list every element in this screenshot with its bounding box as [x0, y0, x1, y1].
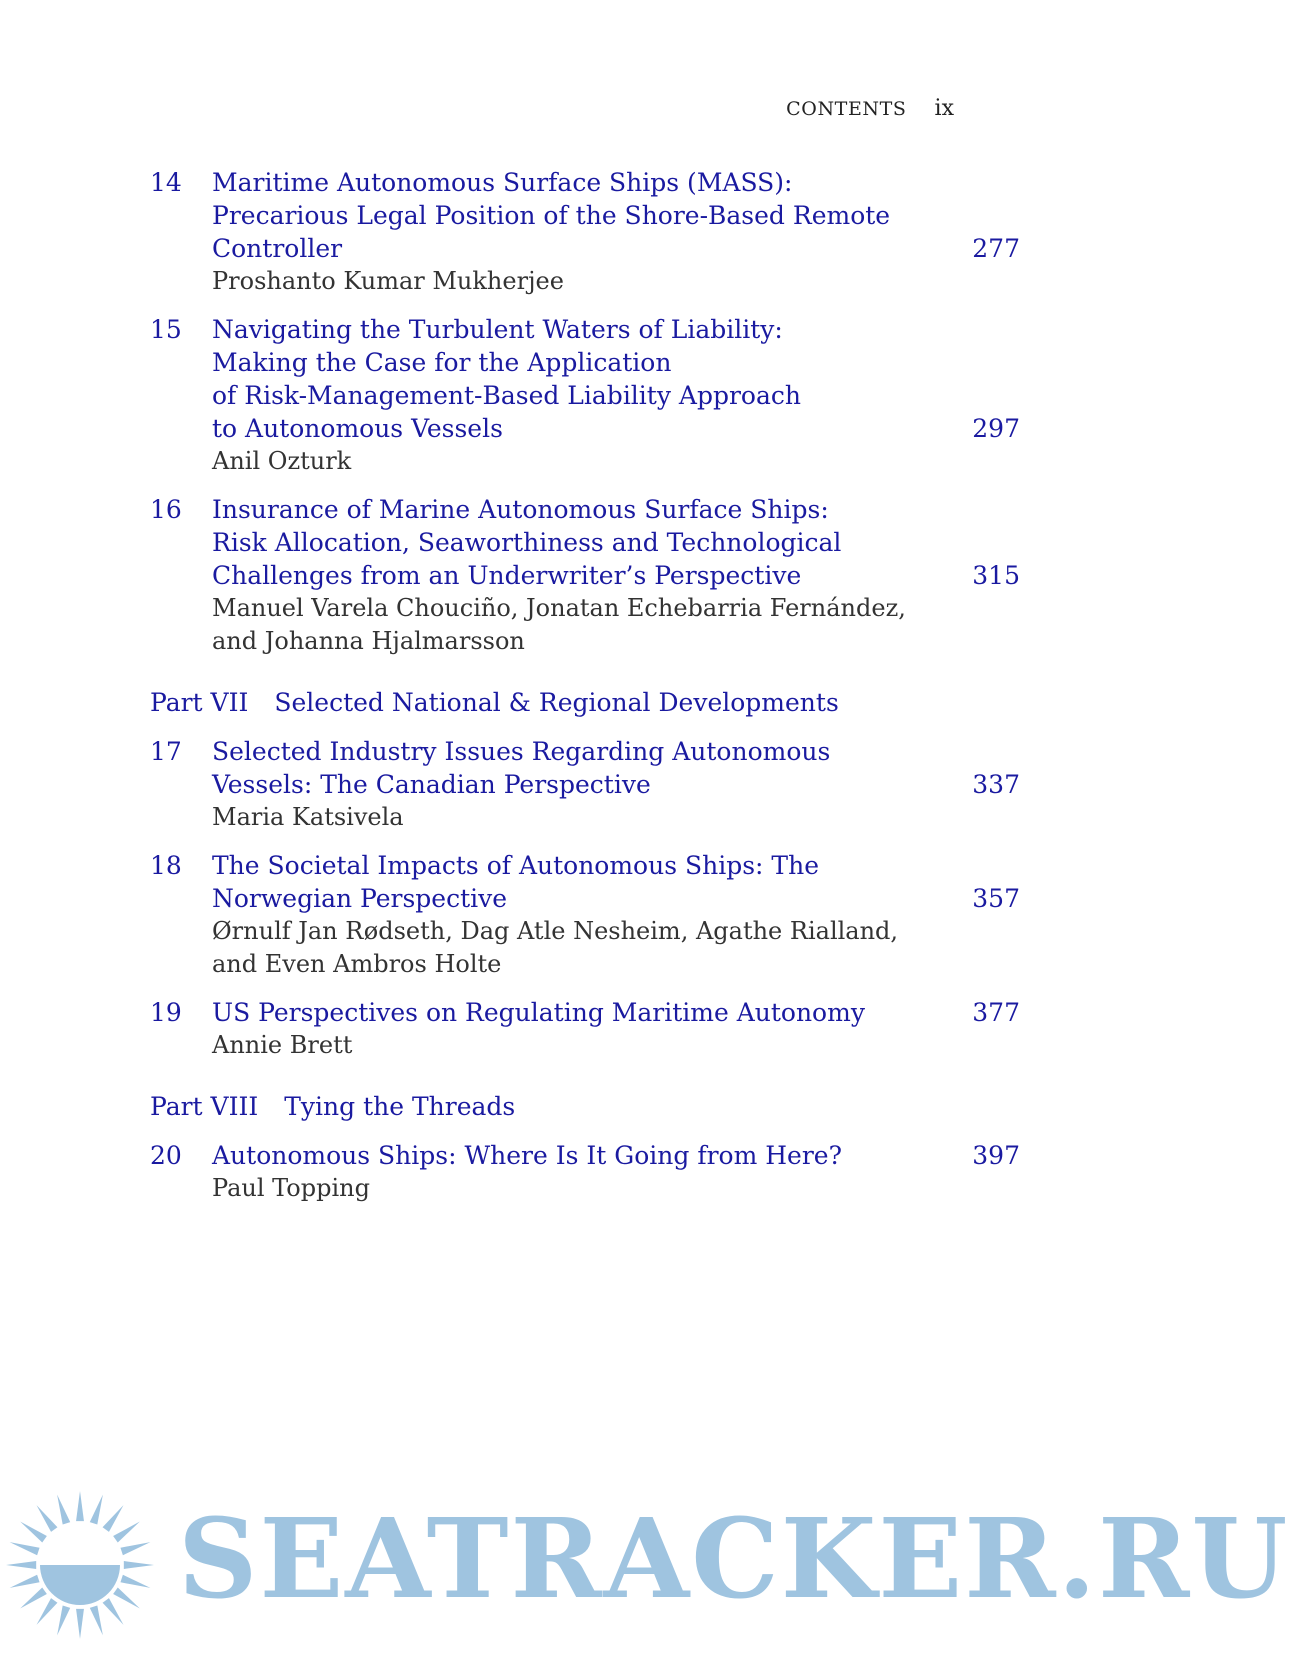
sun-ray [57, 1495, 70, 1525]
chapter-author: Maria Katsivela [212, 803, 404, 831]
chapter-title-line[interactable] [212, 1139, 1020, 1172]
toc-entry[interactable] [150, 849, 1020, 981]
chapter-title-line[interactable] [212, 559, 1020, 592]
table-of-contents [150, 166, 1020, 1220]
sun-ray [10, 1542, 40, 1555]
chapter-title-text: Autonomous Ships: Where Is It Going from Here? [212, 1141, 842, 1170]
chapter-title-line[interactable] [212, 526, 1020, 559]
running-head-label: CONTENTS [786, 98, 907, 120]
chapter-number: 19 [150, 998, 182, 1027]
sun-ray [113, 1588, 140, 1609]
sun-ray [20, 1588, 47, 1609]
part-heading-viii[interactable] [150, 1090, 1020, 1123]
chapter-title-text: US Perspectives on Regulating Maritime Autonomy [212, 998, 865, 1027]
chapter-author: and Even Ambros Holte [212, 950, 502, 978]
sun-ray [10, 1575, 40, 1588]
sun-ray [90, 1495, 103, 1525]
sun-ray [124, 1561, 154, 1569]
chapter-title-line[interactable] [212, 996, 1020, 1029]
chapter-title-text: Challenges from an Underwriter’s Perspective [212, 561, 802, 590]
toc-entry[interactable] [150, 735, 1020, 834]
sun-logo-icon [0, 1490, 170, 1640]
chapter-page-number[interactable]: 315 [972, 561, 1020, 590]
chapter-title-line[interactable] [212, 232, 1020, 265]
chapter-number: 18 [150, 851, 182, 880]
chapter-number: 20 [150, 1141, 182, 1170]
chapter-page-number[interactable]: 377 [972, 998, 1020, 1027]
chapter-author: and Johanna Hjalmarsson [212, 627, 525, 655]
chapter-author: Proshanto Kumar Mukherjee [212, 267, 564, 295]
chapter-title-text: Precarious Legal Position of the Shore-Based Remote [212, 201, 891, 230]
chapter-title-line[interactable] [212, 412, 1020, 445]
chapter-number: 15 [150, 315, 182, 344]
chapter-title-text: Vessels: The Canadian Perspective [212, 770, 651, 799]
sun-ray [37, 1505, 58, 1532]
sun-ray [37, 1598, 58, 1625]
chapter-number: 14 [150, 168, 182, 197]
part-title: Selected National & Regional Developments [274, 688, 839, 717]
toc-entry[interactable] [150, 996, 1020, 1062]
sun-ray [120, 1542, 150, 1555]
sun-ray [113, 1522, 140, 1543]
chapter-title-text: Risk Allocation, Seaworthiness and Technological [212, 528, 842, 557]
toc-entry[interactable] [150, 313, 1020, 478]
chapter-title-line[interactable] [212, 735, 1020, 768]
toc-entry[interactable] [150, 493, 1020, 658]
sun-ray [120, 1575, 150, 1588]
chapter-title-text: to Autonomous Vessels [212, 414, 503, 443]
chapter-title-line[interactable] [212, 346, 1020, 379]
chapter-title-line[interactable] [212, 199, 1020, 232]
chapter-page-number[interactable]: 297 [972, 414, 1020, 443]
chapter-title-line[interactable] [212, 379, 1020, 412]
sun-ray [76, 1609, 84, 1639]
chapter-group-part6 [150, 166, 1020, 658]
sun-ray [57, 1605, 70, 1635]
chapter-author: Manuel Varela Chouciño, Jonatan Echebarria Fernández, [212, 594, 906, 622]
chapter-number: 17 [150, 737, 182, 766]
toc-entry[interactable] [150, 1139, 1020, 1205]
chapter-title-text: Making the Case for the Application [212, 348, 672, 377]
chapter-page-number[interactable]: 357 [972, 884, 1020, 913]
sun-ray [20, 1522, 47, 1543]
chapter-author: Ørnulf Jan Rødseth, Dag Atle Nesheim, Agathe Rialland, [212, 917, 899, 945]
sun-ray [6, 1561, 36, 1569]
chapter-title-text: Norwegian Perspective [212, 884, 508, 913]
chapter-title-text: Navigating the Turbulent Waters of Liability: [212, 315, 783, 344]
sun-ray [90, 1605, 103, 1635]
chapter-title-text: The Societal Impacts of Autonomous Ships: The [212, 851, 819, 880]
chapter-author: Annie Brett [212, 1031, 353, 1059]
part-label: Part VII [150, 688, 249, 717]
part-label: Part VIII [150, 1092, 259, 1121]
chapter-author: Paul Topping [212, 1174, 370, 1202]
watermark [0, 1490, 1289, 1640]
chapter-title-line[interactable] [212, 768, 1020, 801]
chapter-title-line[interactable] [212, 849, 1020, 882]
chapter-page-number[interactable]: 277 [972, 234, 1020, 263]
chapter-page-number[interactable]: 397 [972, 1141, 1020, 1170]
chapter-title-line[interactable] [212, 166, 1020, 199]
sun-ray [103, 1598, 124, 1625]
chapter-title-text: of Risk-Management-Based Liability Approach [212, 381, 801, 410]
running-head [786, 96, 954, 121]
chapter-group-part7 [150, 735, 1020, 1062]
chapter-title-line[interactable] [212, 882, 1020, 915]
chapter-title-text: Controller [212, 234, 343, 263]
chapter-group-part8 [150, 1139, 1020, 1205]
chapter-number: 16 [150, 495, 182, 524]
sun-ray [103, 1505, 124, 1532]
chapter-title-text: Insurance of Marine Autonomous Surface Ships: [212, 495, 829, 524]
chapter-author: Anil Ozturk [212, 447, 352, 475]
chapter-title-line[interactable] [212, 313, 1020, 346]
sun-ray [76, 1491, 84, 1521]
toc-entry[interactable] [150, 166, 1020, 298]
chapter-page-number[interactable]: 337 [972, 770, 1020, 799]
watermark-text: SEATRACKER.RU [178, 1494, 1289, 1623]
chapter-title-text: Selected Industry Issues Regarding Autonomous [212, 737, 831, 766]
chapter-title-text: Maritime Autonomous Surface Ships (MASS): [212, 168, 793, 197]
part-title: Tying the Threads [284, 1092, 516, 1121]
chapter-title-line[interactable] [212, 493, 1020, 526]
page-number: ix [934, 96, 954, 121]
part-heading-vii[interactable] [150, 686, 1020, 719]
